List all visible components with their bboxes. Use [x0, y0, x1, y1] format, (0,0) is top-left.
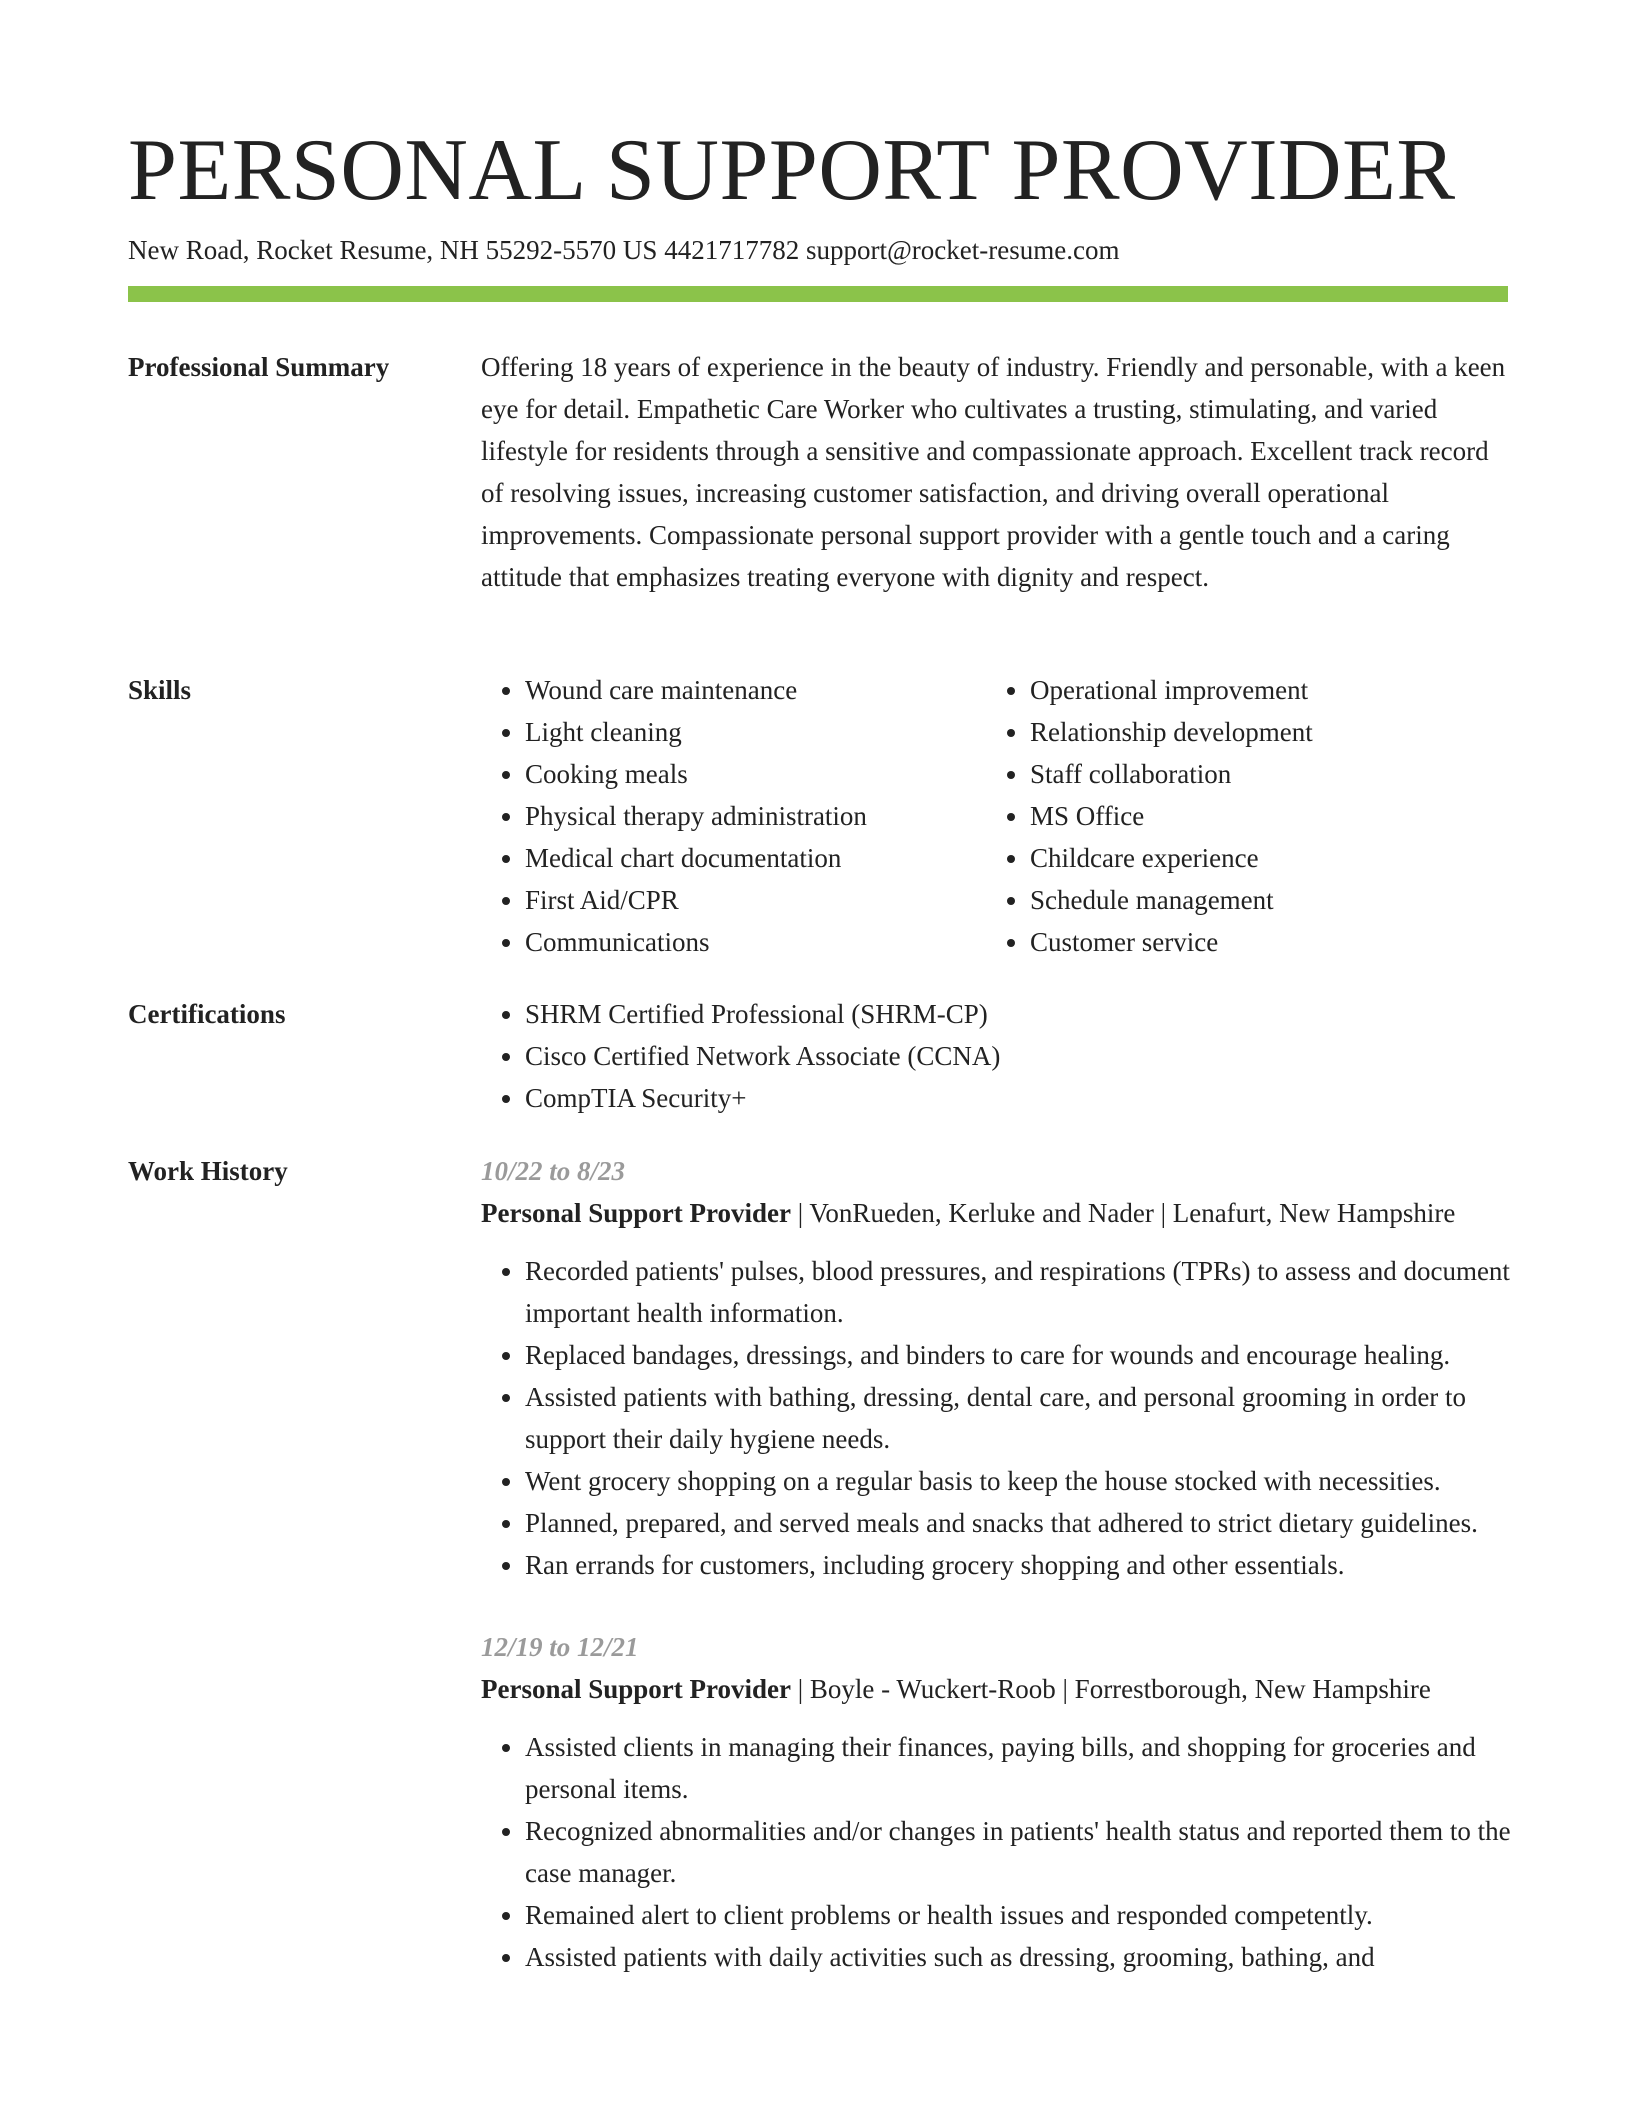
- resume-title: PERSONAL SUPPORT PROVIDER: [128, 122, 1456, 219]
- skills-list-right: [986, 669, 1491, 963]
- work-history-heading: Work History: [128, 1156, 288, 1186]
- summary-heading: Professional Summary: [128, 352, 390, 382]
- job-duties-list: [481, 1250, 1511, 1586]
- summary-text: Offering 18 years of experience in the beauty of industry. Friendly and personable, with a keen eye for detail. Empathetic Care Worker who cultivates a trusting, stimulating, and varied lifestyle for residents through a sensitive and compassionate approach. Excellent track record of resolving issues, increasing customer satisfaction, and driving overall operational improvements. Compassionate personal support provider with a gentle touch and a caring attitude that emphasizes treating everyone with dignity and respect.: [481, 352, 1506, 592]
- certifications-body: [481, 993, 1511, 1119]
- job-duty-item: • Assisted patients with daily activities such as dressing, grooming, bathing, and: [525, 1936, 1511, 1978]
- skill-item: • Operational improvement: [1030, 669, 1491, 711]
- skill-item: • Customer service: [1030, 921, 1491, 963]
- job-details: | VonRueden, Kerluke and Nader | Lenafurt, New Hampshire: [791, 1198, 1456, 1228]
- accent-divider: [128, 286, 1508, 302]
- skills-body: [481, 669, 1511, 963]
- skill-item: • Childcare experience: [1030, 837, 1491, 879]
- skill-item: • Relationship development: [1030, 711, 1491, 753]
- contact-info: New Road, Rocket Resume, NH 55292-5570 US 4421717782 support@rocket-resume.com: [128, 235, 1120, 265]
- job-title: Personal Support Provider: [481, 1198, 791, 1228]
- job-duty-item: • Recorded patients' pulses, blood pressures, and respirations (TPRs) to assess and document important health information.: [525, 1250, 1511, 1334]
- skill-item: • Staff collaboration: [1030, 753, 1491, 795]
- job-dates: 10/22 to 8/23: [481, 1156, 626, 1186]
- skill-item: • Schedule management: [1030, 879, 1491, 921]
- skill-item: • Physical therapy administration: [525, 795, 986, 837]
- job-duty-item: • Assisted clients in managing their finances, paying bills, and shopping for groceries and personal items.: [525, 1726, 1511, 1810]
- skill-item: • First Aid/CPR: [525, 879, 986, 921]
- job-duty-item: • Planned, prepared, and served meals and snacks that adhered to strict dietary guidelines.: [525, 1502, 1511, 1544]
- skill-item: • Wound care maintenance: [525, 669, 986, 711]
- skills-column-right: [986, 669, 1491, 963]
- job-entry: [481, 1626, 1511, 1978]
- job-duty-item: • Assisted patients with bathing, dressing, dental care, and personal grooming in order to support their daily hygiene needs.: [525, 1376, 1511, 1460]
- skills-heading: Skills: [128, 675, 192, 705]
- job-header: [481, 1192, 1511, 1234]
- skills-column-left: [481, 669, 986, 963]
- certifications-heading: Certifications: [128, 999, 286, 1029]
- job-duty-item: • Recognized abnormalities and/or changes in patients' health status and reported them to the case manager.: [525, 1810, 1511, 1894]
- certification-item: • CompTIA Security+: [525, 1077, 1511, 1119]
- job-duties-list: [481, 1726, 1511, 1978]
- skill-item: • Cooking meals: [525, 753, 986, 795]
- skills-list-left: [481, 669, 986, 963]
- certification-item: • SHRM Certified Professional (SHRM-CP): [525, 993, 1511, 1035]
- skill-item: • Light cleaning: [525, 711, 986, 753]
- job-details: | Boyle - Wuckert-Roob | Forrestborough, New Hampshire: [791, 1674, 1431, 1704]
- job-header: [481, 1668, 1511, 1710]
- job-entry: [481, 1150, 1511, 1586]
- job-duty-item: • Ran errands for customers, including grocery shopping and other essentials.: [525, 1544, 1511, 1586]
- skill-item: • MS Office: [1030, 795, 1491, 837]
- skill-item: • Medical chart documentation: [525, 837, 986, 879]
- job-title: Personal Support Provider: [481, 1674, 791, 1704]
- job-duty-item: • Replaced bandages, dressings, and binders to care for wounds and encourage healing.: [525, 1334, 1511, 1376]
- certifications-list: [481, 993, 1511, 1119]
- summary-body: [481, 346, 1511, 598]
- certification-item: • Cisco Certified Network Associate (CCNA): [525, 1035, 1511, 1077]
- skills-grid: [481, 669, 1511, 963]
- job-duty-item: • Went grocery shopping on a regular basis to keep the house stocked with necessities.: [525, 1460, 1511, 1502]
- skill-item: • Communications: [525, 921, 986, 963]
- job-dates: 12/19 to 12/21: [481, 1632, 639, 1662]
- work-history-body: [481, 1150, 1511, 1978]
- job-duty-item: • Remained alert to client problems or health issues and responded competently.: [525, 1894, 1511, 1936]
